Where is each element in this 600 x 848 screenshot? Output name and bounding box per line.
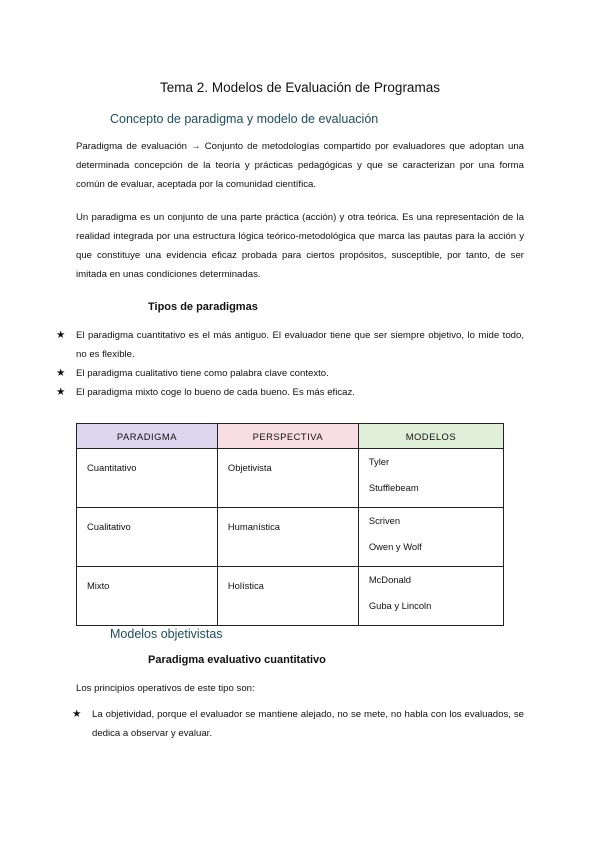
cell-modelos (358, 567, 503, 626)
list-item (56, 383, 524, 402)
star-icon: ★ (72, 708, 82, 720)
model-name: Scriven (368, 515, 401, 526)
star-icon: ★ (56, 367, 66, 379)
cell-modelos (358, 449, 503, 508)
header-perspectiva: PERSPECTIVA (217, 424, 358, 449)
list-item (72, 705, 524, 743)
model-name: Stufflebeam (368, 482, 419, 493)
cell-perspectiva: Holística (217, 567, 358, 626)
page-title: Tema 2. Modelos de Evaluación de Programas (160, 80, 440, 95)
cell-perspectiva: Objetivista (217, 449, 358, 508)
table-row (77, 567, 504, 626)
subheading-tipos: Tipos de paradigmas (148, 301, 258, 313)
list-item (56, 326, 524, 364)
list-item (56, 364, 524, 383)
header-modelos: MODELOS (358, 424, 503, 449)
cell-paradigma: Cualitativo (77, 508, 218, 567)
bullet-text: El paradigma mixto coge lo bueno de cada bueno. Es más eficaz. (76, 387, 355, 398)
model-name: Guba y Lincoln (368, 600, 432, 611)
star-icon: ★ (56, 329, 66, 341)
star-icon: ★ (56, 386, 66, 398)
section-heading-concepto: Concepto de paradigma y modelo de evaluación (110, 112, 379, 126)
cell-paradigma: Cuantitativo (77, 449, 218, 508)
cell-perspectiva: Humanística (217, 508, 358, 567)
model-name: Owen y Wolf (368, 541, 422, 552)
section-heading-objetivistas: Modelos objetivistas (110, 627, 223, 641)
paragraph-paradigma: Un paradigma es un conjunto de una parte práctica (acción) y otra teórica. Es una representación de la realidad integrada por una estructura lógica teórico-metodológica que marca las pautas para la acción y que constituye una evidencia eficaz probada para ciertos propósitos, susceptible, por tanto, de ser imitada en unas condiciones determinadas. (76, 212, 524, 280)
paragraph-principios: Los principios operativos de este tipo son: (76, 683, 255, 694)
paragraph-definicion: Paradigma de evaluación → Conjunto de metodologías compartido por evaluadores que adoptan una determinada concepción de la teoría y prácticas pedagógicas y que se caracterizan por una forma común de evaluar, aceptada por la comunidad científica. (76, 141, 524, 190)
table-header-row (77, 424, 504, 449)
model-name: McDonald (368, 574, 412, 585)
paradigm-table (76, 423, 504, 626)
bullet-list-principios (72, 705, 524, 743)
bullet-text: El paradigma cualitativo tiene como palabra clave contexto. (76, 368, 329, 379)
cell-paradigma: Mixto (77, 567, 218, 626)
table-row (77, 508, 504, 567)
cell-modelos (358, 508, 503, 567)
header-paradigma: PARADIGMA (77, 424, 218, 449)
bullet-list-tipos (56, 326, 524, 402)
table-row (77, 449, 504, 508)
model-name: Tyler (368, 456, 390, 467)
bullet-text: El paradigma cuantitativo es el más antiguo. El evaluador tiene que ser siempre objetivo, lo mide todo, no es flexible. (76, 330, 524, 360)
subheading-cuantitativo: Paradigma evaluativo cuantitativo (148, 654, 326, 666)
bullet-text: La objetividad, porque el evaluador se mantiene alejado, no se mete, no habla con los evaluados, se dedica a observar y evaluar. (92, 709, 524, 739)
